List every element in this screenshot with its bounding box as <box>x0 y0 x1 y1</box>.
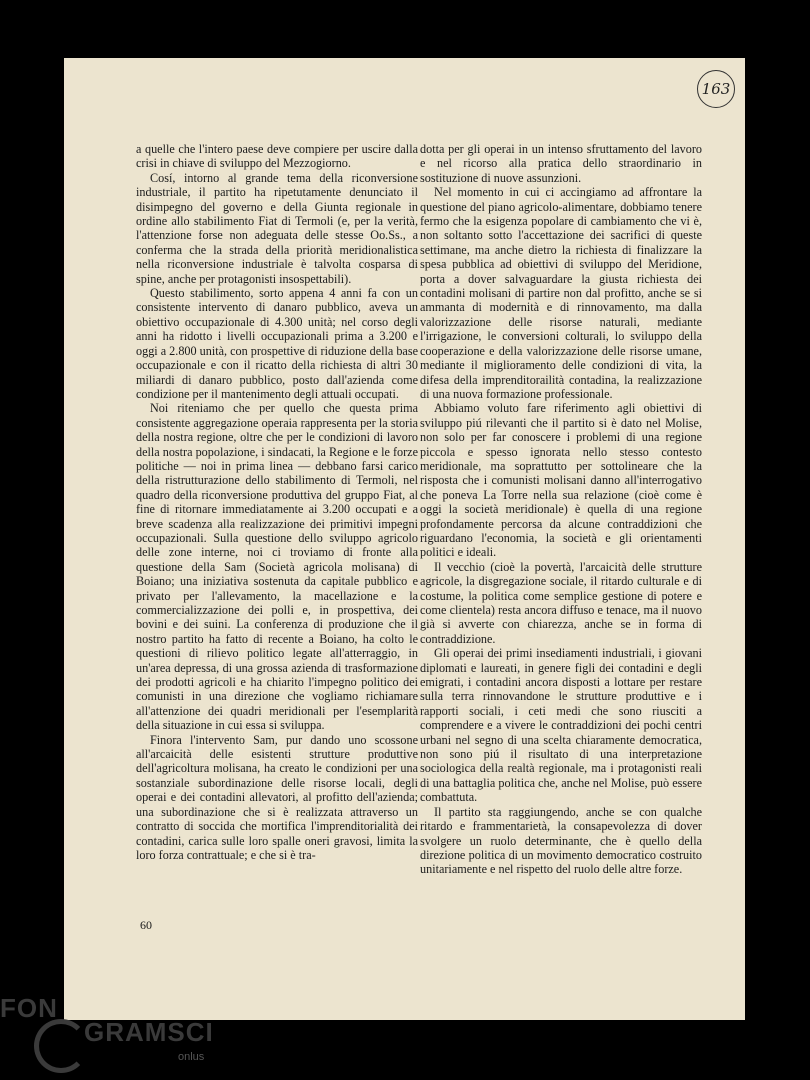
paragraph: Gli operai dei primi insediamenti industriali, i giovani diplomati e laureati, in genere figli dei contadini e degli emigrati, i contadini ancora disposti a lottare per restare sulla terra rinnovandone le strutture produttive e i rapporti sociali, i ceti medi che sono riusciti a comprendere e a vivere le contraddizioni dei pochi centri urbani nel segno di una scelta chiaramente democratica, non sono piú il risultato di una interpretazione sociologica della realtà regionale, ma i protagonisti reali di una battaglia politica che, anche nel Molise, può essere combattuta. <box>420 646 702 805</box>
watermark-logo <box>0 985 260 1080</box>
paragraph: Il vecchio (cioè la povertà, l'arcaicità delle strutture agricole, la disgregazione sociale, il ritardo culturale e di costume, la politica come semplice gestione di potere e come clientela) resta ancora diffuso e tenace, ma il nuovo già si avverte con chiarezza, anche se in forma di contraddizione. <box>420 559 702 646</box>
watermark-top-text: FON <box>0 993 58 1023</box>
right-column <box>420 142 702 877</box>
left-column <box>136 142 418 862</box>
paragraph: Nel momento in cui ci accingiamo ad affrontare la questione del piano agricolo-alimentare, dobbiamo tenere fermo che la esigenza popolare di cambiamento che vi è, non soltanto sotto l'accettazione dei sacrifici di queste settimane, ma anche dietro la richiesta di finalizzare la spesa pubblica ad obiettivi di sviluppo del Meridione, porta a dover salvaguardare la giusta richiesta dei contadini molisani di partire non dal profitto, anche se si ammanta di modernità e di rinnovamento, ma dalla valorizzazione delle risorse naturali, mediante l'irrigazione, le conversioni colturali, lo sviluppo della cooperazione e della valorizzazione delle risorse umane, mediante il miglioramento delle condizioni di vita, la difesa della imprenditorailità contadina, la realizzazione di una nuova formazione professionale. <box>420 185 702 401</box>
paragraph: Il partito sta raggiungendo, anche se con qualche ritardo e frammentarietà, la consapevolezza di dover svolgere un ruolo determinante, che è quello della direzione politica di un movimento democratico costruito unitariamente e nel rispetto del ruolo delle altre forze. <box>420 804 702 877</box>
watermark-main-text: GRAMSCI <box>84 1017 214 1047</box>
page-number: 60 <box>140 918 152 932</box>
watermark-sub-text: onlus <box>178 1051 205 1063</box>
paragraph: Questo stabilimento, sorto appena 4 anni fa con un consistente intervento di danaro pubblico, aveva un obiettivo occupazionale di 4.300 unità; nel corso degli anni ha ridotto i livelli occupazionali prima a 3.200 e oggi a 2.800 unità, con prospettive di riduzione della base occupazionale e con il ricatto della richiesta di altri 30 miliardi di danaro pubblico, posto dall'azienda come condizione per il mantenimento degli attuali occupati. <box>136 286 418 401</box>
fondazione-logo-icon <box>34 1019 88 1073</box>
paragraph: a quelle che l'intero paese deve compiere per uscire dalla crisi in chiave di sviluppo del Mezzogiorno. <box>136 142 418 171</box>
paragraph: dotta per gli operai in un intenso sfruttamento del lavoro e nel ricorso alla pratica dello straordinario in sostituzione di nuove assunzioni. <box>420 142 702 185</box>
paragraph: Finora l'intervento Sam, pur dando uno scossone all'arcaicità delle esistenti strutture produttive dell'agricoltura molisana, ha creato le condizioni per una sostanziale subordinazione delle risorse locali, degli operai e dei contadini allevatori, al profitto dell'azienda; una subordinazione che si è realizzata attraverso un contratto di soccida che mortifica l'imprenditorialità dei contadini, carica sulle loro spalle oneri gravosi, limita la loro forza contrattuale; e che si è tra- <box>136 732 418 862</box>
paragraph: Noi riteniamo che per quello che questa prima consistente aggregazione operaia rappresenta per la storia della nostra regione, oltre che per le condizioni di lavoro della nostra popolazione, i sindacati, la Regione e le forze politiche — noi in prima linea — debbano farsi carico della ristrutturazione dello stabilimento di Termoli, nel quadro della riconversione produttiva del gruppo Fiat, al fine di ritornare immediatamente ai 3.200 occupati e a breve scadenza alla realizzazione dei primitivi impegni occupazionali. Sulla questione dello sviluppo agricolo delle zone interne, noi ci troviamo di fronte alla questione della Sam (Società agricola molisana) di Boiano; una iniziativa sostenuta da capitale pubblico e privato per l'allevamento, la macellazione e la commercializzazione dei polli e, in prospettiva, dei bovini e dei suini. La conferenza di produzione che il nostro partito ha fatto di recente a Boiano, ha colto le questioni di rilievo politico legate all'atterraggio, in un'area depressa, di una grossa azienda di trasformazione dei prodotti agricoli e ha chiarito l'impegno politico dei comunisti in una direzione che vogliamo richiamare all'attenzione dei quadri meridionali per l'esemplarità della situazione in cui essa si sviluppa. <box>136 401 418 733</box>
paragraph: Abbiamo voluto fare riferimento agli obiettivi di sviluppo piú rilevanti che il partito si è dato nel Molise, non solo per far conoscere i problemi di una regione piccola e spesso ignorata nello stesso contesto meridionale, ma soprattutto per sottolineare che la risposta che i comunisti molisani danno all'interrogativo che poneva La Torre nella sua relazione (cioè come è oggi la società meridionale) è quella di una regione profondamente percorsa da alcune contraddizioni che riguardano l'economia, la società e gli orientamenti politici e ideali. <box>420 401 702 560</box>
paragraph: Cosí, intorno al grande tema della riconversione industriale, il partito ha ripetutamente denunciato il disimpegno del governo e della Giunta regionale in ordine allo stabilimento Fiat di Termoli (e, per la verità, l'attenzione forse non adeguata delle stesse Oo.Ss., a conferma che la strada della priorità meridionalistica nella riconversione industriale è talvolta cosparsa di spine, anche per protagonisti insospettabili). <box>136 170 418 286</box>
folio-stamp: 163 <box>697 70 735 108</box>
